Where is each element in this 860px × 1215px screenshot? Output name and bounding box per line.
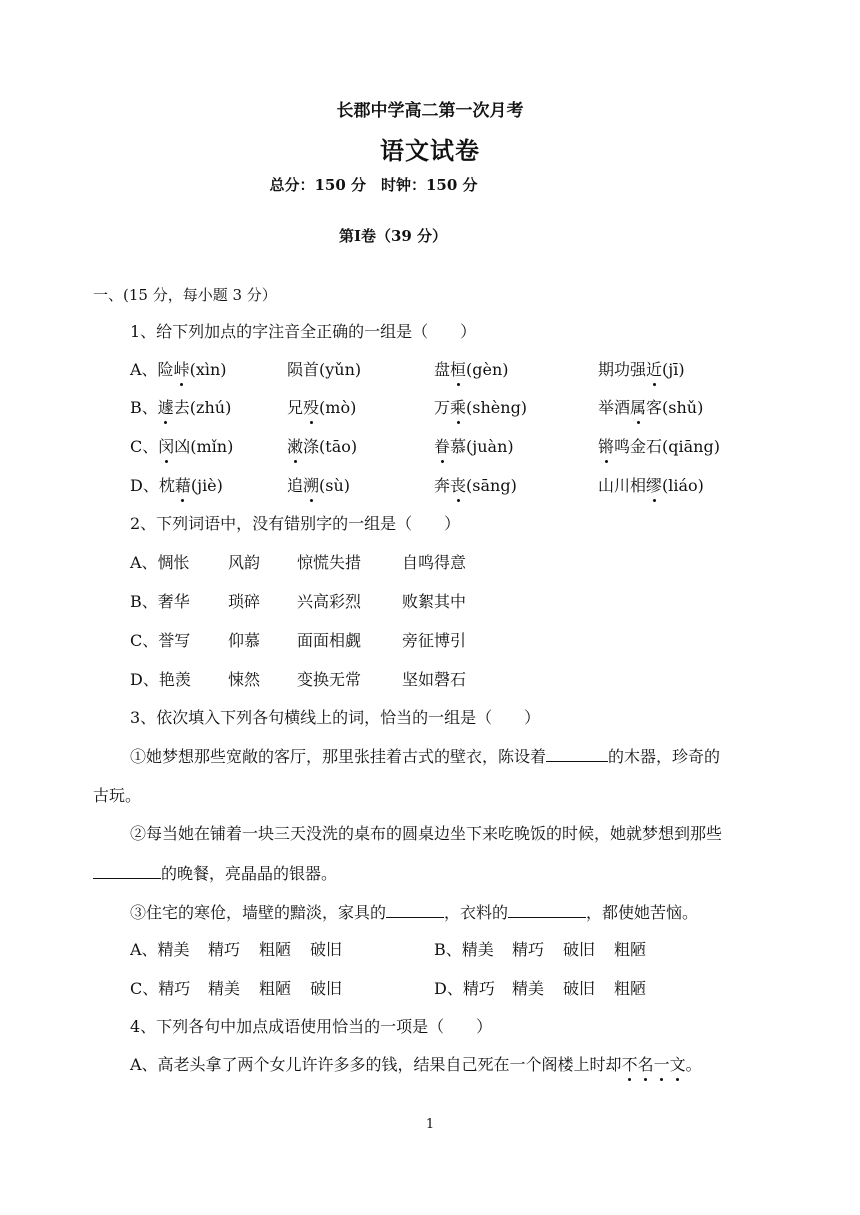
q1-option-cell	[598, 359, 685, 381]
option-text: 去(zhú)	[173, 398, 232, 417]
exam-meta: 总分：150 分 时钟：150 分	[269, 176, 478, 194]
dotted-char: 锵	[598, 437, 615, 456]
dotted-char: 溯	[303, 476, 320, 495]
dotted-char: 遽	[157, 398, 174, 417]
question-3-sentence-1	[130, 745, 720, 768]
question-1-stem: 1、给下列加点的字注音全正确的一组是（ ）	[130, 322, 477, 341]
dotted-char: 殁	[303, 398, 320, 417]
option-text: (shèng)	[466, 398, 528, 417]
q1-option-cell	[434, 475, 517, 497]
q1-option-cell	[434, 436, 514, 458]
dotted-char: 属	[630, 398, 647, 417]
q3-option-word: 精巧	[208, 940, 241, 959]
q2-option-word: A、惆怅	[130, 553, 190, 572]
q3-option-word: 粗陋	[614, 940, 647, 959]
q3-option-word: 精美	[208, 979, 241, 998]
question-3-sentence-2: ②每当她在铺着一块三天没洗的桌布的圆桌边坐下来吃晚饭的时候，她就梦想到那些	[130, 824, 723, 843]
answer-blank	[508, 901, 586, 918]
dotted-char: 闵	[158, 437, 175, 456]
option-text: 兄	[287, 398, 304, 417]
option-text: (xìn)	[189, 360, 227, 379]
option-text: 客(shǔ)	[646, 398, 704, 417]
dotted-char: 不	[621, 1055, 638, 1074]
sentence-text: ③住宅的寒伧，墙壁的黯淡，家具的	[130, 903, 387, 922]
q2-option-word: 面面相觑	[297, 631, 362, 650]
q3-option-word: B、精美	[434, 940, 494, 959]
school-title: 长郡中学高二第一次月考	[336, 101, 524, 121]
q1-option-cell	[287, 359, 361, 381]
option-text: (liáo)	[662, 476, 704, 495]
q2-option-word: 兴高彩烈	[297, 592, 362, 611]
dotted-char: 文	[669, 1055, 686, 1074]
option-text: 凶(mǐn)	[174, 437, 234, 456]
q3-option-word: 精巧	[512, 940, 545, 959]
q1-option-cell	[130, 359, 227, 381]
option-text: (mò)	[319, 398, 357, 417]
sentence-text: ，衣料的	[444, 903, 509, 922]
q2-option-word: 风韵	[228, 553, 261, 572]
volume-heading: 第Ⅰ卷（39 分）	[338, 227, 448, 245]
option-text: B、	[130, 398, 158, 417]
q2-option-word: 旁征博引	[402, 631, 467, 650]
dotted-char: 缪	[646, 476, 663, 495]
dotted-char: 潄	[287, 437, 304, 456]
q3-option-word: 破旧	[310, 979, 343, 998]
dotted-char: 藉	[174, 476, 191, 495]
dotted-char: 眷	[434, 437, 451, 456]
q1-option-cell	[598, 436, 720, 458]
q1-option-cell	[287, 397, 356, 419]
sentence-text: 的木器，珍奇的	[608, 747, 721, 766]
option-text: 。	[685, 1055, 702, 1074]
sentence-text: ，都使她苦恼。	[586, 903, 699, 922]
q2-option-word: 败絮其中	[402, 592, 467, 611]
question-3-sentence-3	[130, 901, 698, 924]
option-text: 慕(juàn)	[450, 437, 514, 456]
q2-option-word: 坚如磬石	[402, 670, 467, 689]
answer-blank	[546, 745, 608, 762]
sentence-text: 的晚餐，亮晶晶的银器。	[161, 864, 338, 883]
option-text: D、枕	[130, 476, 175, 495]
question-2-stem: 2、下列词语中，没有错别字的一组是（ ）	[130, 514, 461, 533]
q3-option-word: D、精巧	[434, 979, 495, 998]
option-text: 陨首	[287, 360, 320, 379]
q3-option-word: 粗陋	[259, 979, 292, 998]
q1-option-cell	[287, 475, 350, 497]
question-3-stem: 3、依次填入下列各句横线上的词，恰当的一组是（ ）	[130, 708, 541, 727]
question-3-sentence-2-cont	[93, 862, 337, 885]
option-text: (yǔn)	[319, 360, 362, 379]
q3-option-word: 粗陋	[614, 979, 647, 998]
q2-option-word: C、誉写	[130, 631, 191, 650]
option-text: A、高老头拿了两个女儿许许多多的钱，结果自己死在一个阁楼上时却	[130, 1055, 622, 1074]
option-text: 追	[287, 476, 304, 495]
exam-title: 语文试卷	[380, 136, 480, 165]
q1-option-cell	[598, 397, 703, 419]
q1-option-cell	[598, 475, 704, 497]
option-text: (jī)	[662, 360, 685, 379]
q3-option-word: C、精巧	[130, 979, 191, 998]
q3-option-word: 精美	[512, 979, 545, 998]
q2-option-word: 自鸣得意	[402, 553, 467, 572]
dotted-char: 峠	[173, 360, 190, 379]
q1-option-cell	[434, 359, 509, 381]
option-text: (gèn)	[466, 360, 509, 379]
option-text: (jiè)	[190, 476, 223, 495]
q2-option-word: 变换无常	[297, 670, 362, 689]
dotted-char: 一	[653, 1055, 670, 1074]
question-3-sentence-1-cont: 古玩。	[93, 786, 142, 805]
q2-option-word: 悚然	[228, 670, 261, 689]
option-text: (sù)	[319, 476, 351, 495]
q2-option-word: B、奢华	[130, 592, 190, 611]
q1-option-cell	[130, 475, 223, 497]
option-text: 期功强	[598, 360, 647, 379]
option-text: 山川相	[598, 476, 647, 495]
question-4-option-a	[130, 1054, 702, 1076]
q2-option-word: 琐碎	[228, 592, 261, 611]
dotted-char: 近	[646, 360, 663, 379]
option-text: 万	[434, 398, 451, 417]
q3-option-word: 破旧	[310, 940, 343, 959]
q3-option-word: A、精美	[130, 940, 190, 959]
q2-option-word: D、艳羡	[130, 670, 191, 689]
q3-option-word: 破旧	[563, 940, 596, 959]
q2-option-word: 惊慌失措	[297, 553, 362, 572]
sentence-text: ①她梦想那些宽敞的客厅，那里张挂着古式的壁衣，陈设着	[130, 747, 547, 766]
q3-option-word: 破旧	[563, 979, 596, 998]
question-4-stem: 4、下列各句中加点成语使用恰当的一项是（ ）	[130, 1017, 493, 1036]
option-text: A、险	[130, 360, 174, 379]
dotted-char: 名	[637, 1055, 654, 1074]
option-text: (sāng)	[466, 476, 517, 495]
section-heading: 一、(15 分，每小题 3 分）	[93, 286, 277, 304]
option-text: 鸣金石(qiāng)	[614, 437, 720, 456]
option-text: 举酒	[598, 398, 631, 417]
q1-option-cell	[130, 436, 233, 458]
q1-option-cell	[130, 397, 231, 419]
option-text: 盘	[434, 360, 451, 379]
q1-option-cell	[434, 397, 527, 419]
option-text: 涤(tāo)	[303, 437, 358, 456]
q2-option-word: 仰慕	[228, 631, 261, 650]
option-text: C、	[130, 437, 159, 456]
answer-blank	[386, 901, 444, 918]
answer-blank	[93, 862, 161, 879]
page-number: 1	[425, 1117, 435, 1132]
q3-option-word: 粗陋	[259, 940, 292, 959]
q1-option-cell	[287, 436, 357, 458]
dotted-char: 乘	[450, 398, 467, 417]
option-text: 奔	[434, 476, 451, 495]
dotted-char: 丧	[450, 476, 467, 495]
dotted-char: 桓	[450, 360, 467, 379]
